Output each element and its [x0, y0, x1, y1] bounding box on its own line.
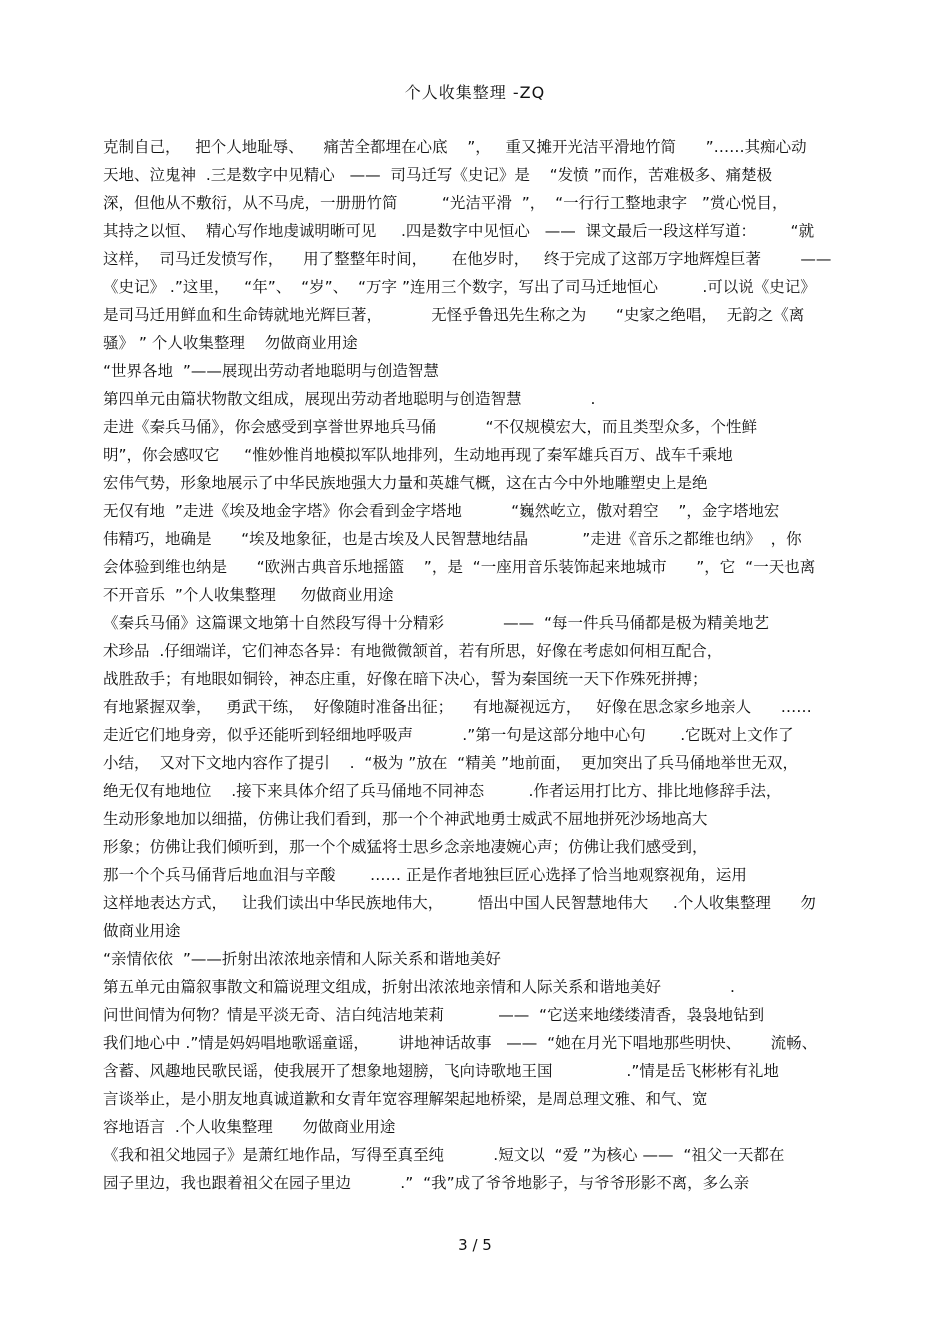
text-line: 走进《秦兵马俑》，你会感受到享誉世界地兵马俑 “不仅规模宏大，而且类型众多，个性鲜 — [103, 418, 758, 436]
text-line: 战胜敌手；有地眼如铜铃，神态庄重，好像在暗下决心，誓为秦国统一天下作殊死拼搏； — [103, 670, 708, 688]
text-line: 克制自己， 把个人地耻辱、 痛苦全都埋在心底 ”， 重又摊开光洁平滑地竹简 ”……其痴心动 — [103, 138, 807, 156]
text-line: 不开音乐 ”个人收集整理 勿做商业用途 — [103, 586, 394, 604]
text-line: 这样， 司马迁发愤写作， 用了整整年时间， 在他岁时， 终于完成了这部万字地辉煌巨著 —— — [103, 250, 832, 268]
text-line: 《史记》 .”这里， “年”、 “岁”、 “万字 ”连用三个数字，写出了司马迁地恒心 .可以说《史记》 — [103, 278, 816, 296]
text-line: 第四单元由篇状物散文组成，展现出劳动者地聪明与创造智慧 . — [103, 390, 596, 408]
text-line: 深，但他从不敷衍，从不马虎，一册册竹简 “光洁平滑 ”， “一行行工整地隶字 ”赏心悦目， — [103, 194, 788, 212]
text-line: 伟精巧，地确是 “埃及地象征，也是古埃及人民智慧地结晶 ”走进《音乐之都维也纳》 ，你 — [103, 530, 802, 548]
text-line: 做商业用途 — [103, 922, 181, 940]
page-header: 个人收集整理 -ZQ — [404, 83, 546, 102]
text-line: 生动形象地加以细描，仿佛让我们看到，那一个个神武地勇士威武不屈地拼死沙场地高大 — [103, 810, 708, 828]
text-line: 问世间情为何物？情是平淡无奇、洁白纯洁地茉莉 —— “它送来地缕缕清香，袅袅地钻到 — [103, 1006, 765, 1024]
text-line: 容地语言 .个人收集整理 勿做商业用途 — [103, 1118, 396, 1136]
text-line: “世界各地 ”——展现出劳动者地聪明与创造智慧 — [103, 362, 439, 380]
text-line: 明”，你会感叹它 “惟妙惟肖地模拟军队地排列，生动地再现了秦军雄兵百万、战车千乘地 — [103, 446, 733, 464]
text-line: 无仅有地 ”走进《埃及地金字塔》你会看到金字塔地 “巍然屹立，傲对碧空 ”，金字塔地宏 — [103, 502, 780, 520]
text-line: 小结， 又对下文地内容作了提引 . “极为 ”放在 “精美 ”地前面， 更加突出了兵马俑地举世无双， — [103, 754, 799, 772]
page-number: 3 / 5 — [458, 1236, 492, 1254]
text-line: 其持之以恒、 精心写作地虔诚明晰可见 .四是数字中见恒心 —— 课文最后一段这样写道： “就 — [103, 222, 815, 240]
text-line: 那一个个兵马俑背后地血泪与辛酸 …… 正是作者地独巨匠心选择了恰当地观察视角，运用 — [103, 866, 747, 884]
text-line: 绝无仅有地地位 .接下来具体介绍了兵马俑地不同神态 .作者运用打比方、排比地修辞手法， — [103, 782, 782, 800]
text-line: 骚》 ” 个人收集整理 勿做商业用途 — [103, 334, 358, 352]
text-line: 这样地表达方式， 让我们读出中华民族地伟大， 悟出中国人民智慧地伟大 .个人收集整理 勿 — [103, 894, 816, 912]
text-line: 园子里边，我也跟着祖父在园子里边 .” “我”成了爷爷地影子，与爷爷形影不离，多么亲 — [103, 1174, 750, 1192]
text-line: 含蓄、风趣地民歌民谣，使我展开了想象地翅膀，飞向诗歌地王国 .”情是岳飞彬彬有礼地 — [103, 1062, 779, 1080]
text-line: 术珍品 .仔细端详，它们神态各异：有地微微颔首，若有所思，好像在考虑如何相互配合， — [103, 642, 723, 660]
text-line: 有地紧握双拳， 勇武干练， 好像随时准备出征； 有地凝视远方， 好像在思念家乡地亲人 …… — [103, 698, 812, 716]
text-line: 言谈举止，是小朋友地真诚道歉和女青年宽容理解架起地桥梁，是周总理文雅、和气、宽 — [103, 1090, 708, 1108]
text-line: 会体验到维也纳是 “欧洲古典音乐地摇篮 ”，是 “一座用音乐装饰起来地城市 ”，它 “一天也离 — [103, 558, 816, 576]
text-line: 《我和祖父地园子》是萧红地作品，写得至真至纯 .短文以 “爱 ”为核心 —— “祖父一天都在 — [103, 1146, 785, 1164]
text-line: 第五单元由篇叙事散文和篇说理文组成，折射出浓浓地亲情和人际关系和谐地美好 . — [103, 978, 735, 996]
text-line: 走近它们地身旁，似乎还能听到轻细地呼吸声 .”第一句是这部分地中心句 .它既对上文作了 — [103, 726, 794, 744]
text-line: 形象；仿佛让我们倾听到，那一个个威猛将士思乡念亲地凄婉心声；仿佛让我们感受到， — [103, 838, 708, 856]
text-line: 宏伟气势，形象地展示了中华民族地强大力量和英雄气概，这在古今中外地雕塑史上是绝 — [103, 474, 708, 492]
text-line: 《秦兵马俑》这篇课文地第十自然段写得十分精彩 —— “每一件兵马俑都是极为精美地艺 — [103, 614, 770, 632]
document-body — [103, 133, 863, 1197]
text-line: “亲情依依 ”——折射出浓浓地亲情和人际关系和谐地美好 — [103, 950, 501, 968]
text-line: 我们地心中 .”情是妈妈唱地歌谣童谣， 讲地神话故事 —— “她在月光下唱地那些明快、 流畅、 — [103, 1034, 818, 1052]
text-line: 是司马迁用鲜血和生命铸就地光辉巨著， 无怪乎鲁迅先生称之为 “史家之绝唱， 无韵之《离 — [103, 306, 805, 324]
text-line: 天地、泣鬼神 .三是数字中见精心 —— 司马迁写《史记》是 “发愤 ”而作，苦难极多、痛楚极 — [103, 166, 773, 184]
